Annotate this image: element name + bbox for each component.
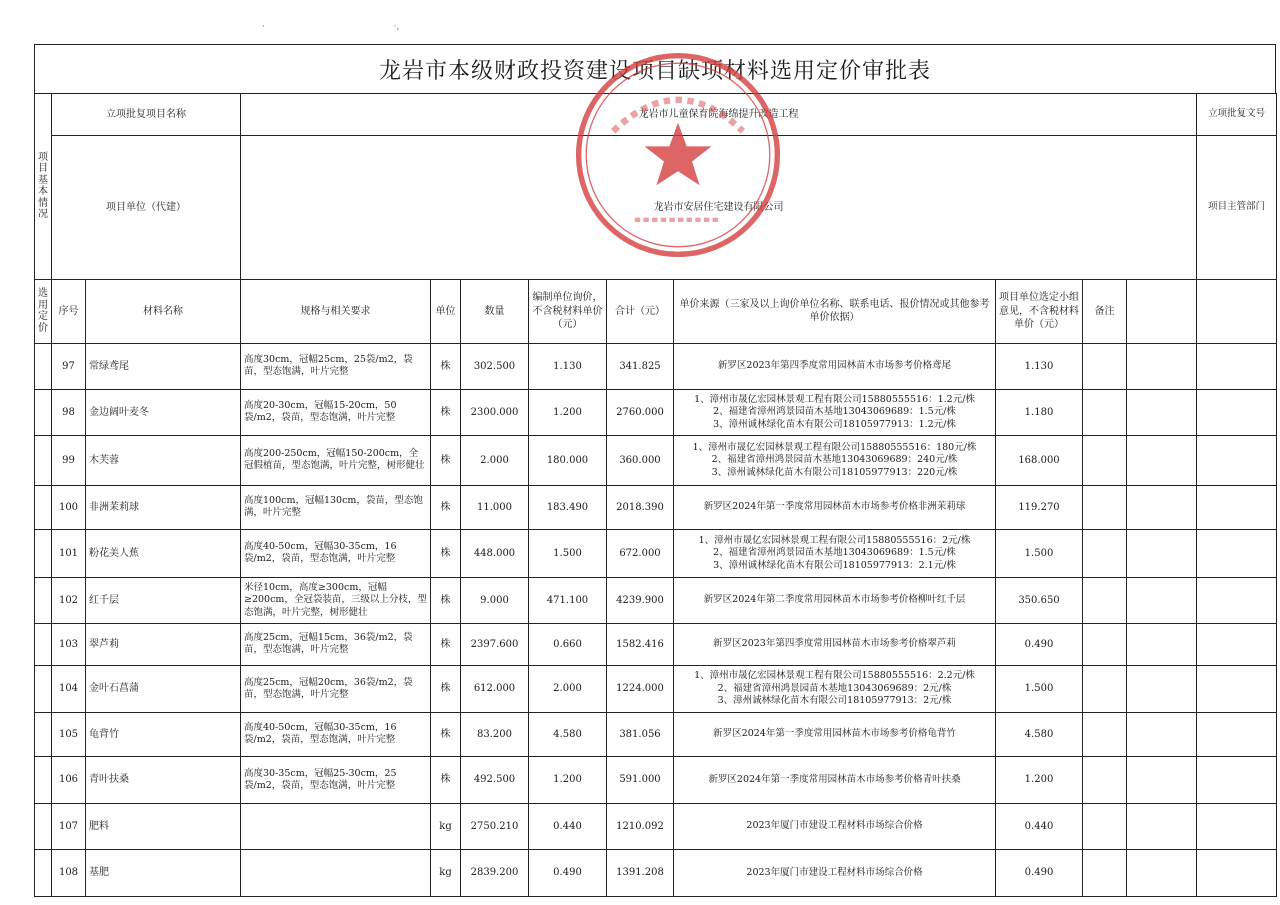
selected-price-cell: 350.650	[996, 577, 1083, 623]
unit-price-cell: 471.100	[529, 577, 607, 623]
remark-cell	[1083, 623, 1127, 665]
blank-cell	[1197, 435, 1277, 485]
seq-cell: 97	[52, 343, 86, 389]
unit-cell: 株	[431, 485, 461, 529]
quantity-cell: 448.000	[461, 529, 529, 577]
blank-cell	[1127, 712, 1197, 756]
spec-cell: 高度25cm，冠幅15cm，36袋/m2，袋苗，型态饱满，叶片完整	[241, 623, 431, 665]
seq-cell: 104	[52, 665, 86, 712]
material-name-cell: 常绿鸢尾	[86, 343, 241, 389]
row-gutter	[35, 803, 52, 849]
spec-cell: 高度20-30cm，冠幅15-20cm，50袋/m2，袋苗，型态饱满，叶片完整	[241, 389, 431, 435]
material-name-cell: 肥料	[86, 803, 241, 849]
selected-price-cell: 119.270	[996, 485, 1083, 529]
page-title: 龙岩市本级财政投资建设项目缺项材料选用定价审批表	[34, 44, 1276, 93]
total-cell: 2760.000	[607, 389, 674, 435]
row-gutter	[35, 849, 52, 896]
blank-cell	[1127, 803, 1197, 849]
price-source-line: 3、漳州诚林绿化苗木有限公司18105977913：220元/株	[711, 466, 958, 478]
unit-cell: 株	[431, 529, 461, 577]
total-cell: 1582.416	[607, 623, 674, 665]
price-source-line: 新罗区2023年第四季度常用园林苗木市场参考价格翠芦莉	[713, 638, 956, 650]
blank-cell	[1127, 389, 1197, 435]
material-name-cell: 红千层	[86, 577, 241, 623]
unit-price-cell: 1.130	[529, 343, 607, 389]
unit-price-cell: 180.000	[529, 435, 607, 485]
blank-cell	[1127, 665, 1197, 712]
row-gutter	[35, 343, 52, 389]
row-gutter	[35, 623, 52, 665]
price-source-cell	[674, 577, 996, 623]
row-gutter	[35, 665, 52, 712]
price-source-line: 2、福建省漳州鸿景园苗木基地13043069689：1.5元/株	[713, 547, 956, 559]
row-gutter	[35, 756, 52, 803]
quantity-cell: 2839.200	[461, 849, 529, 896]
price-source-cell	[674, 435, 996, 485]
material-name-cell: 金叶石菖蒲	[86, 665, 241, 712]
unit-price-cell: 0.440	[529, 803, 607, 849]
unit-price-cell: 0.660	[529, 623, 607, 665]
price-source-line: 3、漳州诚林绿化苗木有限公司18105977913：1.2元/株	[713, 418, 956, 430]
total-cell: 360.000	[607, 435, 674, 485]
table-row	[35, 529, 1277, 577]
quantity-header: 数量	[461, 279, 529, 343]
table-row	[35, 803, 1277, 849]
seq-cell: 103	[52, 623, 86, 665]
blank-cell	[1197, 485, 1277, 529]
blank-cell	[1127, 756, 1197, 803]
seq-cell: 100	[52, 485, 86, 529]
quantity-cell: 11.000	[461, 485, 529, 529]
blank-cell	[1197, 529, 1277, 577]
blank-cell	[1197, 343, 1277, 389]
selected-price-cell: 1.180	[996, 389, 1083, 435]
table-row	[35, 435, 1277, 485]
blank-cell	[1197, 665, 1277, 712]
unit-cell: 株	[431, 665, 461, 712]
price-source-cell	[674, 529, 996, 577]
material-name-header: 材料名称	[86, 279, 241, 343]
selected-price-cell: 0.440	[996, 803, 1083, 849]
row-gutter	[35, 485, 52, 529]
price-source-line: 1、漳州市晟亿宏园林景观工程有限公司15880555516：1.2元/株	[694, 393, 975, 405]
quantity-cell: 9.000	[461, 577, 529, 623]
material-name-cell: 青叶扶桑	[86, 756, 241, 803]
project-name-row	[35, 94, 1277, 136]
unit-price-cell: 1.500	[529, 529, 607, 577]
selected-price-cell: 1.130	[996, 343, 1083, 389]
remark-cell	[1083, 343, 1127, 389]
unit-price-cell: 1.200	[529, 756, 607, 803]
row-gutter	[35, 435, 52, 485]
blank-cell	[1127, 435, 1197, 485]
row-gutter	[35, 712, 52, 756]
selected-price-header: 项目单位选定小组意见，不含税材料单价（元）	[996, 279, 1083, 343]
price-source-header: 单价来源（三家及以上询价单位名称、联系电话、报价情况或其他参考单价依据）	[674, 279, 996, 343]
dept-label: 项目主管部门	[1197, 136, 1277, 280]
project-unit-value: 龙岩市安居住宅建设有限公司	[241, 136, 1197, 280]
remark-cell	[1083, 849, 1127, 896]
pricing-section-label: 选用定价	[35, 279, 52, 343]
table-row	[35, 577, 1277, 623]
blank-cell	[1127, 529, 1197, 577]
unit-cell: 株	[431, 389, 461, 435]
price-source-line: 1、漳州市晟亿宏园林景观工程有限公司15880555516：2.2元/株	[694, 670, 975, 682]
unit-header: 单位	[431, 279, 461, 343]
seq-cell: 101	[52, 529, 86, 577]
material-name-cell: 翠芦莉	[86, 623, 241, 665]
row-gutter	[35, 529, 52, 577]
total-cell: 381.056	[607, 712, 674, 756]
blank-cell	[1197, 389, 1277, 435]
remark-cell	[1083, 389, 1127, 435]
unit-price-cell: 0.490	[529, 849, 607, 896]
quantity-cell: 612.000	[461, 665, 529, 712]
table-row	[35, 756, 1277, 803]
project-name-label: 立项批复项目名称	[52, 94, 241, 136]
quantity-cell: 2300.000	[461, 389, 529, 435]
unit-price-cell: 183.490	[529, 485, 607, 529]
unit-price-cell: 1.200	[529, 389, 607, 435]
blank-cell	[1127, 577, 1197, 623]
blank-cell	[1197, 712, 1277, 756]
seq-cell: 105	[52, 712, 86, 756]
unit-price-header: 编制单位询价，不含税材料单价（元）	[529, 279, 607, 343]
quantity-cell: 2397.600	[461, 623, 529, 665]
price-source-line: 新罗区2024年第一季度常用园林苗木市场参考价格非洲茉莉球	[703, 501, 966, 513]
price-source-line: 2023年厦门市建设工程材料市场综合价格	[746, 820, 923, 832]
spec-cell: 高度40-50cm，冠幅30-35cm，16袋/m2，袋苗，型态饱满，叶片完整	[241, 529, 431, 577]
remark-cell	[1083, 665, 1127, 712]
blank-cell	[1197, 849, 1277, 896]
blank-cell	[1127, 623, 1197, 665]
project-name-value: 龙岩市儿童保育院海绵提升改造工程	[241, 94, 1197, 136]
spec-cell: 高度100cm，冠幅130cm，袋苗，型态饱满，叶片完整	[241, 485, 431, 529]
total-header: 合计（元）	[607, 279, 674, 343]
price-source-cell	[674, 712, 996, 756]
table-row	[35, 343, 1277, 389]
selected-price-cell: 1.500	[996, 529, 1083, 577]
blank-cell	[1197, 756, 1277, 803]
unit-cell: 株	[431, 756, 461, 803]
price-source-cell	[674, 756, 996, 803]
material-rows	[35, 343, 1277, 896]
total-cell: 4239.900	[607, 577, 674, 623]
price-source-cell	[674, 485, 996, 529]
price-source-line: 2023年厦门市建设工程材料市场综合价格	[746, 866, 923, 878]
material-name-cell: 金边阔叶麦冬	[86, 389, 241, 435]
spec-cell	[241, 803, 431, 849]
price-source-line: 2、福建省漳州鸿景园苗木基地13043069689：1.5元/株	[713, 406, 956, 418]
spec-cell: 高度40-50cm，冠幅30-35cm，16袋/m2，袋苗，型态饱满，叶片完整	[241, 712, 431, 756]
blank-cell	[1197, 623, 1277, 665]
price-source-cell	[674, 623, 996, 665]
material-name-cell: 木芙蓉	[86, 435, 241, 485]
total-cell: 1224.000	[607, 665, 674, 712]
column-header-row	[35, 279, 1277, 343]
seq-cell: 99	[52, 435, 86, 485]
remark-cell	[1083, 577, 1127, 623]
scan-marks: · ·,	[262, 22, 400, 32]
blank-cell	[1127, 343, 1197, 389]
price-source-cell	[674, 665, 996, 712]
price-source-cell	[674, 343, 996, 389]
total-cell: 341.825	[607, 343, 674, 389]
seq-cell: 98	[52, 389, 86, 435]
price-source-line: 新罗区2024年第一季度常用园林苗木市场参考价格青叶扶桑	[708, 773, 961, 785]
spec-cell: 高度25cm，冠幅20cm，36袋/m2，袋苗，型态饱满，叶片完整	[241, 665, 431, 712]
selected-price-cell: 1.200	[996, 756, 1083, 803]
approval-table	[34, 93, 1277, 897]
approval-form	[34, 44, 1276, 897]
seq-header: 序号	[52, 279, 86, 343]
table-row	[35, 389, 1277, 435]
material-name-cell: 龟背竹	[86, 712, 241, 756]
price-source-line: 1、漳州市晟亿宏园林景观工程有限公司15880555516：2元/株	[698, 534, 971, 546]
spec-cell: 高度30-35cm，冠幅25-30cm，25袋/m2，袋苗，型态饱满，叶片完整	[241, 756, 431, 803]
blank-cell	[1127, 485, 1197, 529]
total-cell: 591.000	[607, 756, 674, 803]
remark-cell	[1083, 712, 1127, 756]
unit-price-cell: 2.000	[529, 665, 607, 712]
unit-cell: 株	[431, 435, 461, 485]
total-cell: 1210.092	[607, 803, 674, 849]
remark-cell	[1083, 803, 1127, 849]
unit-cell: 株	[431, 577, 461, 623]
price-source-line: 2、福建省漳州鸿景园苗木基地13043069689：240元/株	[711, 454, 958, 466]
blank-cell	[1197, 577, 1277, 623]
material-name-cell: 粉花美人蕉	[86, 529, 241, 577]
quantity-cell: 2750.210	[461, 803, 529, 849]
row-gutter	[35, 389, 52, 435]
unit-cell: kg	[431, 849, 461, 896]
price-source-line: 2、福建省漳州鸿景园苗木基地13043069689：2元/株	[717, 682, 952, 694]
table-row	[35, 712, 1277, 756]
total-cell: 1391.208	[607, 849, 674, 896]
table-row	[35, 485, 1277, 529]
unit-cell: 株	[431, 343, 461, 389]
seq-cell: 106	[52, 756, 86, 803]
spec-cell: 高度200-250cm，冠幅150-200cm，全冠假植苗，型态饱满，叶片完整，树形健壮	[241, 435, 431, 485]
material-name-cell: 基肥	[86, 849, 241, 896]
selected-price-cell: 4.580	[996, 712, 1083, 756]
spec-cell: 高度30cm，冠幅25cm，25袋/m2，袋苗，型态饱满，叶片完整	[241, 343, 431, 389]
quantity-cell: 83.200	[461, 712, 529, 756]
spec-cell: 米径10cm，高度≥300cm，冠幅≥200cm，全冠袋装苗，三级以上分枝，型态饱满，叶片完整，树形健壮	[241, 577, 431, 623]
selected-price-cell: 168.000	[996, 435, 1083, 485]
selected-price-cell: 0.490	[996, 849, 1083, 896]
approval-doc-label: 立项批复文号	[1197, 94, 1277, 136]
remark-cell	[1083, 485, 1127, 529]
unit-cell: 株	[431, 712, 461, 756]
selected-price-cell: 0.490	[996, 623, 1083, 665]
blank-cell	[1127, 849, 1197, 896]
unit-price-cell: 4.580	[529, 712, 607, 756]
price-source-cell	[674, 803, 996, 849]
spec-header: 规格与相关要求	[241, 279, 431, 343]
project-unit-row	[35, 136, 1277, 280]
remark-cell	[1083, 529, 1127, 577]
selected-price-cell: 1.500	[996, 665, 1083, 712]
seq-cell: 108	[52, 849, 86, 896]
price-source-line: 1、漳州市晟亿宏园林景观工程有限公司15880555516：180元/株	[692, 441, 977, 453]
unit-cell: 株	[431, 623, 461, 665]
quantity-cell: 492.500	[461, 756, 529, 803]
table-row	[35, 849, 1277, 896]
blank-header-2	[1197, 279, 1277, 343]
price-source-cell	[674, 849, 996, 896]
material-name-cell: 非洲茉莉球	[86, 485, 241, 529]
price-source-cell	[674, 389, 996, 435]
unit-cell: kg	[431, 803, 461, 849]
price-source-line: 新罗区2024年第二季度常用园林苗木市场参考价格柳叶红千层	[703, 594, 966, 606]
seq-cell: 102	[52, 577, 86, 623]
spec-cell	[241, 849, 431, 896]
seq-cell: 107	[52, 803, 86, 849]
price-source-line: 3、漳州诚林绿化苗木有限公司18105977913：2元/株	[717, 695, 952, 707]
remark-header: 备注	[1083, 279, 1127, 343]
price-source-line: 新罗区2023年第四季度常用园林苗木市场参考价格鸢尾	[717, 360, 952, 372]
price-source-line: 新罗区2024年第一季度常用园林苗木市场参考价格龟背竹	[713, 728, 956, 740]
remark-cell	[1083, 435, 1127, 485]
quantity-cell: 2.000	[461, 435, 529, 485]
quantity-cell: 302.500	[461, 343, 529, 389]
info-section-label: 项目基本情况	[35, 94, 52, 280]
table-row	[35, 623, 1277, 665]
project-unit-label: 项目单位（代建）	[52, 136, 241, 280]
remark-cell	[1083, 756, 1127, 803]
row-gutter	[35, 577, 52, 623]
price-source-line: 3、漳州诚林绿化苗木有限公司18105977913：2.1元/株	[713, 559, 956, 571]
blank-header-1	[1127, 279, 1197, 343]
blank-cell	[1197, 803, 1277, 849]
table-row	[35, 665, 1277, 712]
total-cell: 2018.390	[607, 485, 674, 529]
total-cell: 672.000	[607, 529, 674, 577]
